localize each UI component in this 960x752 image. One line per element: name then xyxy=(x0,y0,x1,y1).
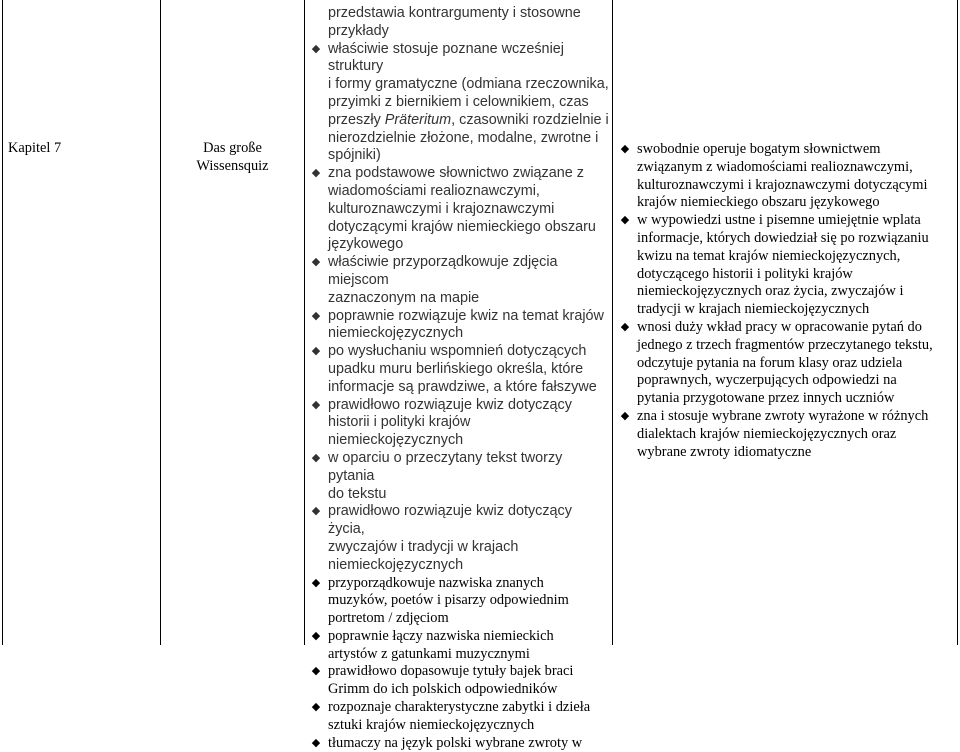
italic-term: Präteritum xyxy=(384,111,452,128)
bullet-icon: ◆ xyxy=(620,214,630,227)
list-item-line: wiadomościami realioznawczymi, xyxy=(328,182,540,199)
list-item-line: artystów z gatunkami muzycznymi xyxy=(328,645,530,662)
chapter-label: Kapitel 7 xyxy=(8,140,62,156)
list-item-line: zwyczajów i tradycji w krajach xyxy=(328,538,519,555)
list-item-line: tradycji w krajach niemieckojęzycznych xyxy=(637,301,870,318)
list-item: ◆ zna podstawowe słownictwo związane z xyxy=(311,165,584,182)
list-item-line: przedstawia kontrargumenty i stosowne xyxy=(328,5,581,21)
list-item-line: dotyczącego historii i polityki krajów xyxy=(637,265,853,282)
list-item-line: pytania przygotowane przez innych uczniów xyxy=(637,390,895,407)
list-item-line: informacje są prawdziwe, a które fałszywe xyxy=(328,378,597,395)
list-item-line: dotyczącymi krajów niemieckiego obszaru xyxy=(328,218,596,235)
list-item-line: portretom / zdjęciom xyxy=(328,610,449,627)
list-item: ◆ wnosi duży wkład pracy w opracowanie pytań do xyxy=(620,318,922,335)
list-item-line: przyimki z biernikiem i celownikiem, czas xyxy=(328,93,589,110)
list-item: ◆ przyporządkowuje nazwiska znanych xyxy=(311,574,544,591)
right-criteria-list xyxy=(613,141,957,461)
bullet-icon: ◆ xyxy=(311,398,321,411)
bullet-icon: ◆ xyxy=(311,309,321,322)
list-item-line: poprawnych, wyczerpujących odpowiedzi na xyxy=(637,372,897,389)
bullet-icon: ◆ xyxy=(311,505,321,518)
list-item: ◆ swobodnie operuje bogatym słownictwem xyxy=(620,141,881,157)
topic-line-2: Wissensquiz xyxy=(196,158,269,174)
list-item: ◆ prawidłowo rozwiązuje kwiz dotyczący życia, xyxy=(311,503,572,538)
bullet-icon: ◆ xyxy=(311,701,321,714)
list-item: ◆ tłumaczy na język polski wybrane zwroty w xyxy=(311,734,583,751)
list-item-line: do tekstu xyxy=(328,485,387,502)
bullet-icon: ◆ xyxy=(620,409,630,422)
table-border-col1 xyxy=(160,0,161,645)
bullet-icon: ◆ xyxy=(311,665,321,678)
middle-criteria-list xyxy=(304,5,609,752)
list-item: ◆ właściwie stosuje poznane wcześniej struktury xyxy=(311,40,564,75)
list-item-line: wybrane zwroty idiomatyczne xyxy=(637,443,812,460)
list-item-line: sztuki krajów niemieckojęzycznych xyxy=(328,716,535,733)
list-item-line: krajów niemieckiego obszaru językowego xyxy=(637,194,880,211)
bullet-icon: ◆ xyxy=(620,320,630,333)
bullet-icon: ◆ xyxy=(311,629,321,642)
bullet-icon: ◆ xyxy=(311,736,321,749)
list-item-line: przykłady xyxy=(328,22,389,39)
list-item-line: kulturoznawczymi i krajoznawczymi xyxy=(328,200,555,217)
list-item-line: Grimm do ich polskich odpowiedników xyxy=(328,681,558,698)
bullet-icon: ◆ xyxy=(311,451,321,464)
list-item-line: odczytuje pytania na forum klasy oraz udziela xyxy=(637,354,903,371)
list-item: ◆ prawidłowo rozwiązuje kwiz dotyczący xyxy=(311,396,572,413)
table-border-right xyxy=(957,0,958,645)
bullet-icon: ◆ xyxy=(311,576,321,589)
chapter-cell xyxy=(8,139,61,157)
bullet-icon: ◆ xyxy=(311,167,321,180)
list-item: ◆ rozpoznaje charakterystyczne zabytki i dzieła xyxy=(311,699,591,716)
list-item: ◆ w oparciu o przeczytany tekst tworzy pytania xyxy=(311,449,563,484)
list-item-line: niemieckojęzycznych oraz życia, zwyczajów i xyxy=(637,283,904,300)
list-item: ◆ w wypowiedzi ustne i pisemne umiejętnie wplata xyxy=(620,212,921,229)
list-item-line: niemieckojęzycznych xyxy=(328,325,464,342)
list-item-line: informacje, których dowiedział się po rozwiązaniu xyxy=(637,229,929,246)
bullet-icon: ◆ xyxy=(311,345,321,358)
list-item-line: kwizu na temat krajów niemieckojęzycznych, xyxy=(637,247,901,264)
list-item: ◆ po wysłuchaniu wspomnień dotyczących xyxy=(311,343,587,360)
list-item-line: językowego xyxy=(328,236,404,253)
list-item-line: jednego z trzech fragmentów przeczytanego tekstu, xyxy=(637,336,933,353)
list-item-line: nierozdzielnie złożone, modalne, zwrotne i xyxy=(328,129,599,146)
table-border-left xyxy=(2,0,3,645)
bullet-icon: ◆ xyxy=(311,42,321,55)
topic-cell xyxy=(170,139,295,175)
list-item-line: upadku muru berlińskiego określa, które xyxy=(328,360,584,377)
list-item-line: muzyków, poetów i pisarzy odpowiednim xyxy=(328,592,569,609)
list-item-line: zaznaczonym na mapie xyxy=(328,289,480,306)
list-item-line: kulturoznawczymi i krajoznawczymi dotyczącymi xyxy=(637,176,928,193)
list-item-line: dialektach krajów niemieckojęzycznych oraz xyxy=(637,425,897,442)
list-item-line: związanym z wiadomościami realioznawczymi, xyxy=(637,158,913,175)
bullet-icon: ◆ xyxy=(311,256,321,269)
list-item: ◆ właściwie przyporządkowuje zdjęcia miejscom xyxy=(311,254,558,288)
list-item-line: historii i polityki krajów niemieckojęzycznych xyxy=(328,414,471,449)
topic-line-1: Das große xyxy=(203,140,262,156)
list-item-line: spójniki) xyxy=(328,147,381,164)
list-item-line: niemieckojęzycznych xyxy=(328,556,464,573)
list-item-line: przeszły Präteritum, czasowniki rozdzielnie i xyxy=(328,111,609,128)
list-item: ◆ poprawnie rozwiązuje kwiz na temat krajów xyxy=(311,307,604,324)
list-item: ◆ poprawnie łączy nazwiska niemieckich xyxy=(311,627,554,644)
list-item: ◆ zna i stosuje wybrane zwroty wyrażone w różnych xyxy=(620,407,929,424)
list-item: ◆ prawidłowo dopasowuje tytuły bajek braci xyxy=(311,663,574,680)
list-item-line: i formy gramatyczne (odmiana rzeczownika, xyxy=(328,76,609,93)
bullet-icon: ◆ xyxy=(620,143,630,155)
